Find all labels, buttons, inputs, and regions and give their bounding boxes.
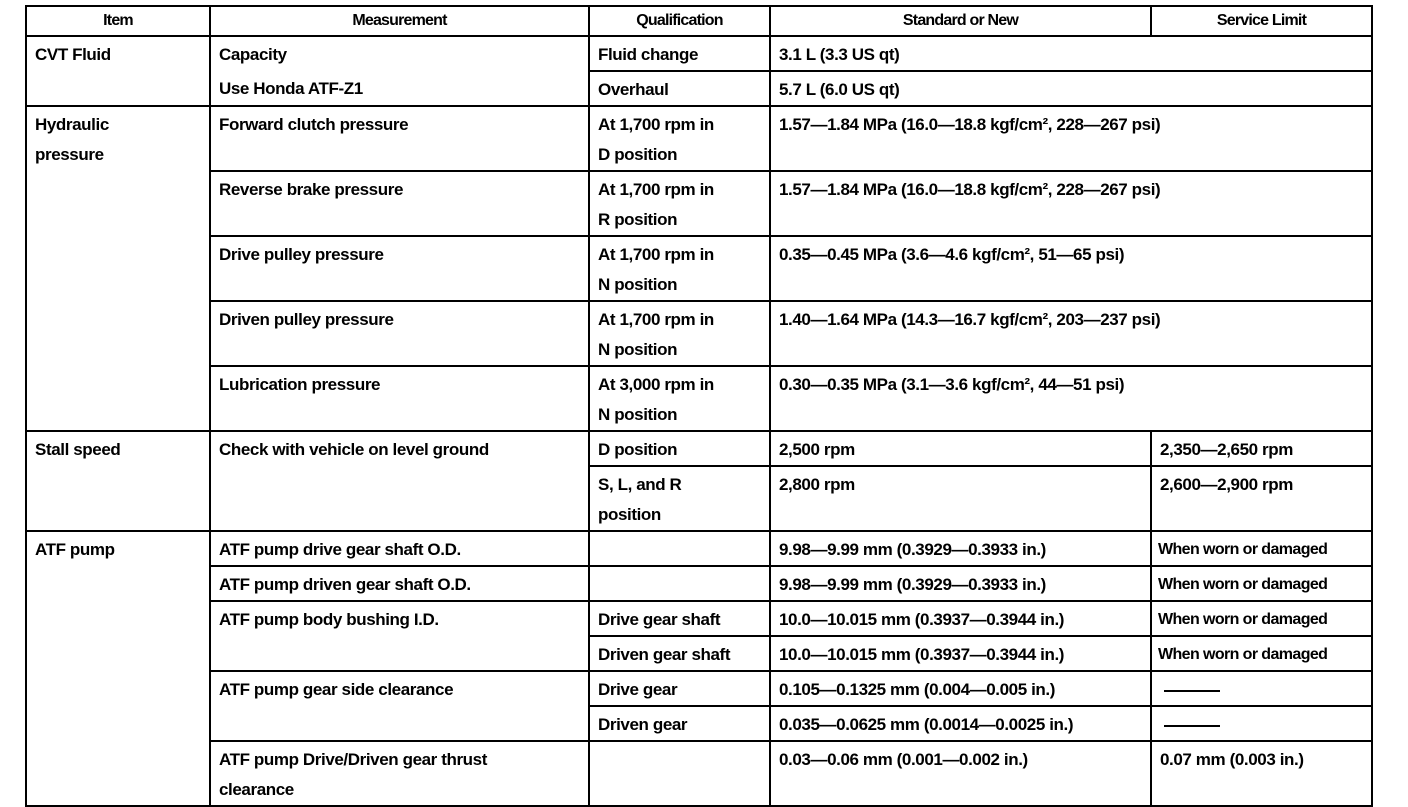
- standard-thrust-clearance: 0.03—0.06 mm (0.001—0.002 in.): [770, 741, 1151, 806]
- item-hydraulic-pressure: [26, 106, 210, 431]
- item-stall-speed: Stall speed: [26, 431, 210, 531]
- measurement-use-atf: Use Honda ATF-Z1: [210, 71, 589, 106]
- table-row: [26, 566, 1372, 601]
- item-cvt-fluid: CVT Fluid: [26, 36, 210, 106]
- qualification-line1: At 1,700 rpm in: [598, 310, 714, 329]
- table-row: [26, 671, 1372, 706]
- qualification-drive-shaft-od: [589, 531, 770, 566]
- qualification-line1: At 1,700 rpm in: [598, 180, 714, 199]
- table-row: [26, 106, 1372, 171]
- measurement-bushing-id: ATF pump body bushing I.D.: [210, 601, 589, 671]
- measurement-forward-clutch: Forward clutch pressure: [210, 106, 589, 171]
- table-row: [26, 531, 1372, 566]
- standard-lubrication: 0.30—0.35 MPa (3.1—3.6 kgf/cm², 44—51 psi): [770, 366, 1372, 431]
- limit-drive-shaft-od: When worn or damaged: [1151, 531, 1372, 566]
- qualification-lubrication: [589, 366, 770, 431]
- limit-driven-gear-shaft: When worn or damaged: [1151, 636, 1372, 671]
- qualification-driven-gear-shaft: Driven gear shaft: [589, 636, 770, 671]
- header-qualification: Qualification: [589, 6, 770, 36]
- dash-line: [1164, 690, 1220, 692]
- standard-drive-shaft-od: 9.98—9.99 mm (0.3929—0.3933 in.): [770, 531, 1151, 566]
- qualification-line2: N position: [598, 340, 678, 359]
- qualification-d-position: D position: [589, 431, 770, 466]
- dash-line: [1164, 725, 1220, 727]
- item-hydraulic-line1: Hydraulic: [35, 115, 109, 134]
- table-row: [26, 71, 1372, 106]
- standard-forward-clutch: 1.57—1.84 MPa (16.0—18.8 kgf/cm², 228—267 psi): [770, 106, 1372, 171]
- standard-slr-position: 2,800 rpm: [770, 466, 1151, 531]
- qualification-line2: position: [598, 505, 661, 524]
- specification-table: [25, 5, 1373, 807]
- standard-d-position: 2,500 rpm: [770, 431, 1151, 466]
- standard-driven-pulley: 1.40—1.64 MPa (14.3—16.7 kgf/cm², 203—237 psi): [770, 301, 1372, 366]
- header-row: [26, 6, 1372, 36]
- header-service-limit: Service Limit: [1151, 6, 1372, 36]
- qualification-line2: R position: [598, 210, 678, 229]
- qualification-line1: At 1,700 rpm in: [598, 115, 714, 134]
- qualification-fluid-change: Fluid change: [589, 36, 770, 71]
- limit-driven-shaft-od: When worn or damaged: [1151, 566, 1372, 601]
- limit-drive-gear: [1151, 671, 1372, 706]
- standard-fluid-change: 3.1 L (3.3 US qt): [770, 36, 1372, 71]
- measurement-line1: ATF pump Drive/Driven gear thrust: [219, 750, 487, 769]
- standard-driven-gear: 0.035—0.0625 mm (0.0014—0.0025 in.): [770, 706, 1151, 741]
- standard-drive-pulley: 0.35—0.45 MPa (3.6—4.6 kgf/cm², 51—65 psi): [770, 236, 1372, 301]
- qualification-overhaul: Overhaul: [589, 71, 770, 106]
- qualification-drive-gear: Drive gear: [589, 671, 770, 706]
- header-standard-or-new: Standard or New: [770, 6, 1151, 36]
- limit-driven-gear: [1151, 706, 1372, 741]
- qualification-drive-pulley: [589, 236, 770, 301]
- measurement-lubrication: Lubrication pressure: [210, 366, 589, 431]
- item-hydraulic-line2: pressure: [35, 145, 104, 164]
- qualification-slr-position: [589, 466, 770, 531]
- header-item: Item: [26, 6, 210, 36]
- table-row: [26, 366, 1372, 431]
- standard-driven-shaft-od: 9.98—9.99 mm (0.3929—0.3933 in.): [770, 566, 1151, 601]
- measurement-drive-pulley: Drive pulley pressure: [210, 236, 589, 301]
- table-row: [26, 301, 1372, 366]
- measurement-driven-shaft-od: ATF pump driven gear shaft O.D.: [210, 566, 589, 601]
- qualification-forward-clutch: [589, 106, 770, 171]
- table-row: [26, 601, 1372, 636]
- measurement-capacity: Capacity: [210, 36, 589, 71]
- table-row: [26, 741, 1372, 806]
- measurement-drive-shaft-od: ATF pump drive gear shaft O.D.: [210, 531, 589, 566]
- measurement-driven-pulley: Driven pulley pressure: [210, 301, 589, 366]
- qualification-driven-shaft-od: [589, 566, 770, 601]
- limit-thrust-clearance: 0.07 mm (0.003 in.): [1151, 741, 1372, 806]
- standard-reverse-brake: 1.57—1.84 MPa (16.0—18.8 kgf/cm², 228—267 psi): [770, 171, 1372, 236]
- qualification-line2: N position: [598, 275, 678, 294]
- qualification-line1: At 3,000 rpm in: [598, 375, 714, 394]
- limit-slr-position: 2,600—2,900 rpm: [1151, 466, 1372, 531]
- limit-d-position: 2,350—2,650 rpm: [1151, 431, 1372, 466]
- qualification-drive-gear-shaft: Drive gear shaft: [589, 601, 770, 636]
- qualification-driven-gear: Driven gear: [589, 706, 770, 741]
- standard-overhaul: 5.7 L (6.0 US qt): [770, 71, 1372, 106]
- measurement-thrust-clearance: [210, 741, 589, 806]
- qualification-line2: D position: [598, 145, 678, 164]
- standard-drive-gear-shaft: 10.0—10.015 mm (0.3937—0.3944 in.): [770, 601, 1151, 636]
- table-row: [26, 36, 1372, 71]
- measurement-line2: clearance: [219, 780, 294, 799]
- qualification-line1: At 1,700 rpm in: [598, 245, 714, 264]
- standard-drive-gear: 0.105—0.1325 mm (0.004—0.005 in.): [770, 671, 1151, 706]
- measurement-reverse-brake: Reverse brake pressure: [210, 171, 589, 236]
- item-atf-pump: ATF pump: [26, 531, 210, 806]
- header-measurement: Measurement: [210, 6, 589, 36]
- limit-drive-gear-shaft: When worn or damaged: [1151, 601, 1372, 636]
- table-row: [26, 431, 1372, 466]
- qualification-line2: N position: [598, 405, 678, 424]
- measurement-stall-check: Check with vehicle on level ground: [210, 431, 589, 531]
- measurement-side-clearance: ATF pump gear side clearance: [210, 671, 589, 741]
- qualification-driven-pulley: [589, 301, 770, 366]
- standard-driven-gear-shaft: 10.0—10.015 mm (0.3937—0.3944 in.): [770, 636, 1151, 671]
- qualification-line1: S, L, and R: [598, 475, 682, 494]
- qualification-reverse-brake: [589, 171, 770, 236]
- table-row: [26, 171, 1372, 236]
- table-row: [26, 236, 1372, 301]
- qualification-thrust-clearance: [589, 741, 770, 806]
